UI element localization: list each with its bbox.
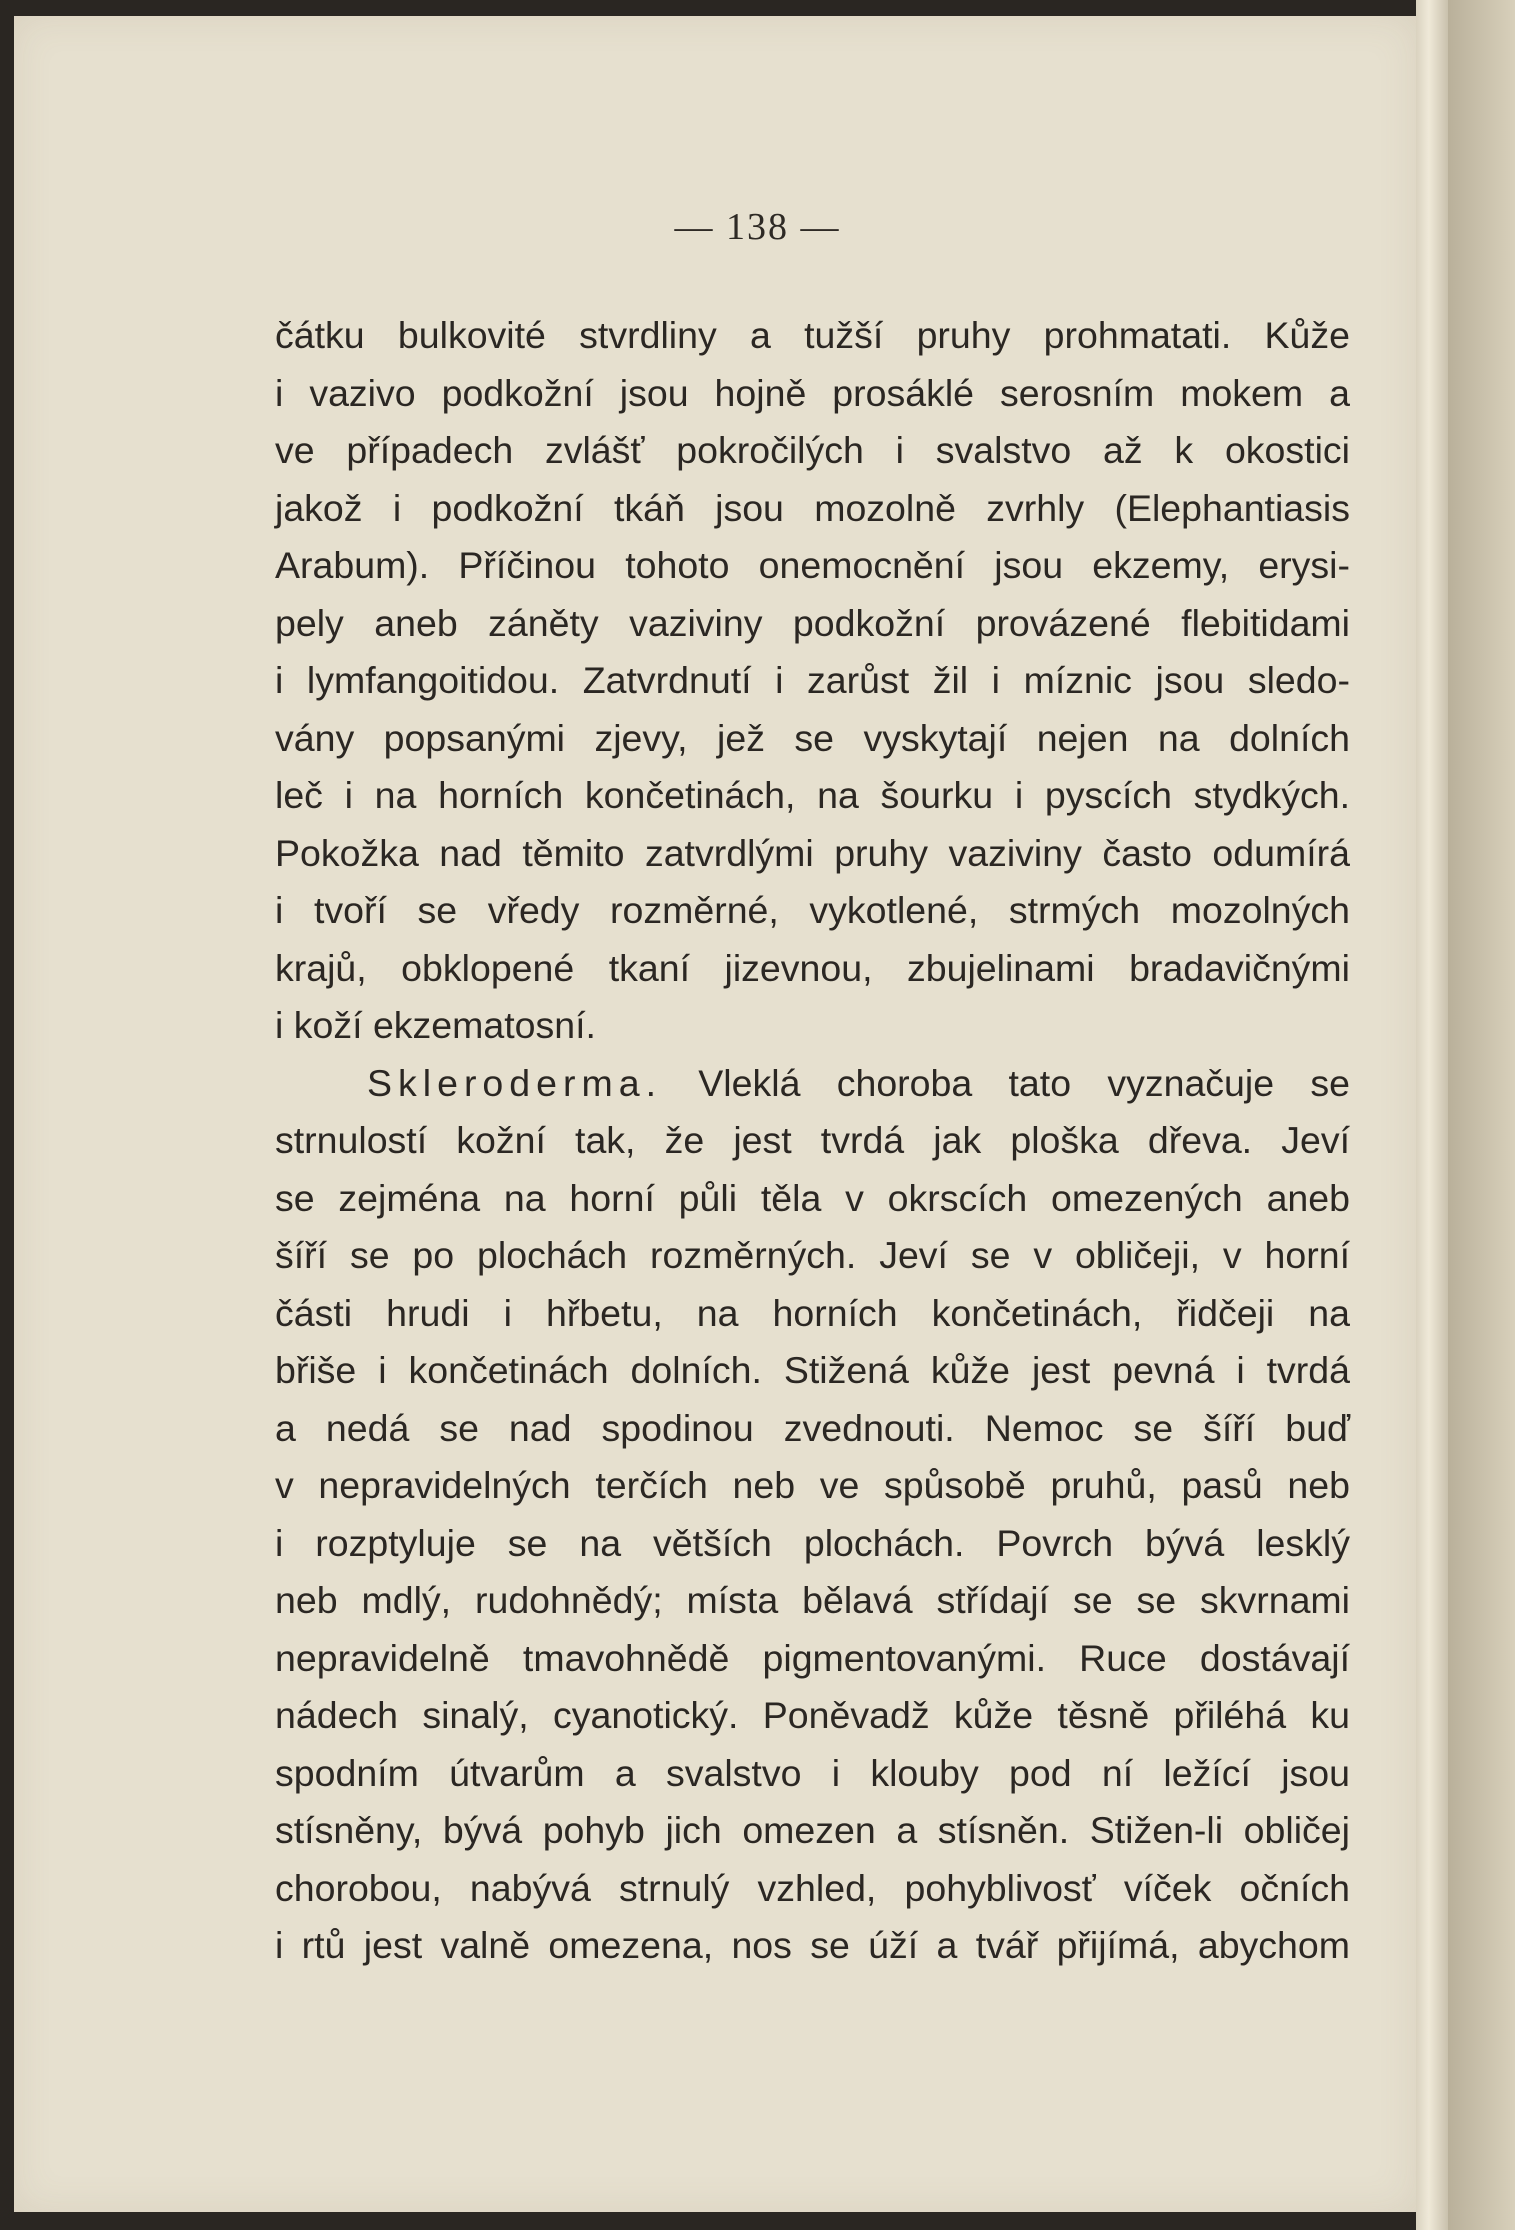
body-text: [275, 307, 1350, 1975]
next-page-edge: [1448, 0, 1515, 2230]
text-line: Pokožka nad těmito zatvrdlými pruhy vaziviny často odumírá: [275, 831, 1350, 874]
text-line: i tvoří se vředy rozměrné, vykotlené, strmých mozolných: [275, 889, 1350, 931]
text-line: stísněny, bývá pohyb jich omezen a stísněn. Stižen-li obličej: [275, 1809, 1350, 1851]
text-line: leč i na horních končetinách, na šourku i pyscích stydkých.: [275, 774, 1350, 816]
text-line: i rtů jest valně omezena, nos se úží a tvář přijímá, abychom: [275, 1924, 1350, 1966]
text-line: části hrudi i hřbetu, na horních končetinách, řidčeji na: [275, 1291, 1350, 1334]
text-segment: Vleklá choroba tato vyznačuje se: [698, 1061, 1350, 1104]
book-spine: [1416, 0, 1448, 2230]
section-heading: Skleroderma.: [367, 1061, 663, 1104]
page-number: — 138 —: [674, 206, 841, 248]
text-line: jakož i podkožní tkáň jsou mozolně zvrhly (Elephantiasis: [275, 486, 1350, 529]
text-line: Arabum). Příčinou tohoto onemocnění jsou ekzemy, erysi-: [275, 544, 1350, 586]
text-line: šíří se po plochách rozměrných. Jeví se v obličeji, v horní: [275, 1234, 1350, 1276]
text-line: i rozptyluje se na větších plochách. Povrch bývá lesklý: [275, 1521, 1350, 1564]
text-line: čátku bulkovité stvrdliny a tužší pruhy prohmatati. Kůže: [275, 314, 1350, 356]
text-line: krajů, obklopené tkaní jizevnou, zbujelinami bradavičnými: [275, 946, 1350, 989]
text-line: v nepravidelných terčích neb ve spůsobě pruhů, pasů neb: [275, 1464, 1350, 1506]
text-line: i koží ekzematosní.: [275, 1004, 596, 1046]
text-line: strnulostí kožní tak, že jest tvrdá jak ploška dřeva. Jeví: [275, 1119, 1350, 1161]
text-line: neb mdlý, rudohnědý; místa bělavá střídají se se skvrnami: [275, 1579, 1350, 1621]
text-line: nepravidelně tmavohnědě pigmentovanými. Ruce dostávají: [275, 1636, 1350, 1679]
text-line: se zejména na horní půli těla v okrscích omezených aneb: [275, 1176, 1350, 1219]
text-line: nádech sinalý, cyanotický. Poněvadž kůže těsně přiléhá ku: [275, 1694, 1350, 1736]
text-line: vány popsanými zjevy, jež se vyskytají nejen na dolních: [275, 716, 1350, 759]
text-line: i lymfangoitidou. Zatvrdnutí i zarůst žil i míznic jsou sledo-: [275, 659, 1350, 701]
text-line: břiše i končetinách dolních. Stižená kůže jest pevná i tvrdá: [275, 1349, 1350, 1391]
text-line: pely aneb záněty vaziviny podkožní provázené flebitidami: [275, 601, 1350, 644]
text-line: i vazivo podkožní jsou hojně prosáklé serosním mokem a: [275, 371, 1350, 414]
text-line: ve případech zvlášť pokročilých i svalstvo až k okostici: [275, 429, 1350, 471]
section-first-line: [275, 1055, 1350, 1113]
text-line: chorobou, nabývá strnulý vzhled, pohyblivosť víček očních: [275, 1866, 1350, 1909]
text-line: a nedá se nad spodinou zvednouti. Nemoc se šíří buď: [275, 1406, 1350, 1449]
text-line: spodním útvarům a svalstvo i klouby pod ní ležící jsou: [275, 1751, 1350, 1794]
